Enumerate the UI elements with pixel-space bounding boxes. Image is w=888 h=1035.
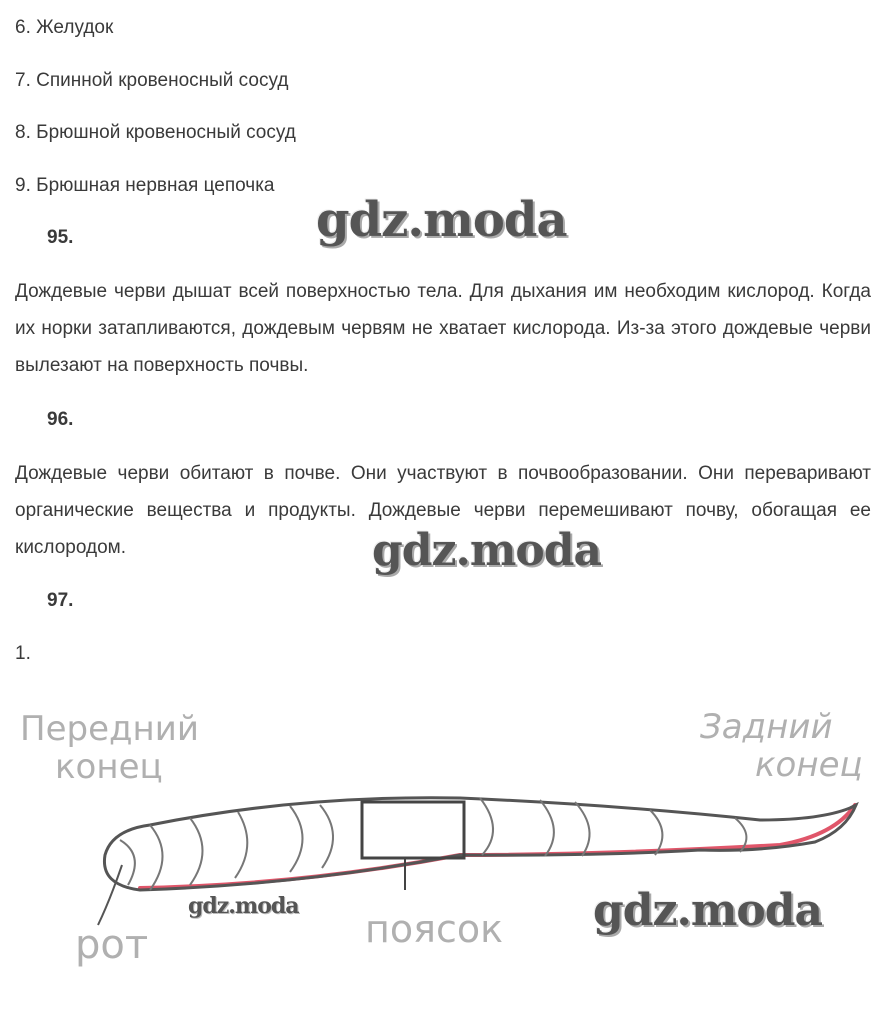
list-item: 8. Брюшной кровеносный сосуд: [15, 122, 296, 143]
watermark: gdz.moda: [372, 525, 602, 576]
section-text: Дождевые черви дышат всей поверхностью тела. Для дыхания им необходим кислород. Когда их норки затапливаются, дождевым червям не хватает кислорода. Из-за этого дождевые черви вылезают на поверхность почвы.: [15, 281, 871, 376]
section-number: 96.: [47, 409, 74, 430]
list-item: 9. Брюшная нервная цепочка: [15, 175, 275, 196]
section-number: 97.: [47, 590, 74, 611]
watermark: gdz.moda: [593, 885, 823, 936]
mouth-label: рот: [75, 922, 149, 968]
girdle-label: поясок: [365, 907, 504, 951]
worm-girdle: [362, 802, 464, 858]
watermark: gdz.moda: [188, 893, 299, 919]
list-item: 7. Спинной кровеносный сосуд: [15, 70, 289, 91]
list-item: 6. Желудок: [15, 17, 114, 38]
section-text: 1.: [15, 643, 31, 664]
mouth-pointer: [98, 865, 122, 925]
earthworm-drawing: [0, 680, 888, 1030]
front-end-label-line1: Передний: [20, 709, 199, 749]
worm-segments: [120, 798, 746, 890]
front-end-label-line2: конец: [55, 747, 163, 787]
rear-end-label-line2: конец: [755, 745, 863, 785]
rear-end-label-line1: Задний: [700, 707, 833, 747]
watermark: gdz.moda: [316, 192, 567, 248]
section-number: 95.: [47, 227, 74, 248]
worm-body-outline: [104, 798, 856, 890]
section-text: Дождевые черви обитают в почве. Они участвуют в почвообразовании. Они переваривают органические вещества и продукты. Дождевые черви перемешивают почву, обогащая ее кислородом.: [15, 463, 871, 558]
